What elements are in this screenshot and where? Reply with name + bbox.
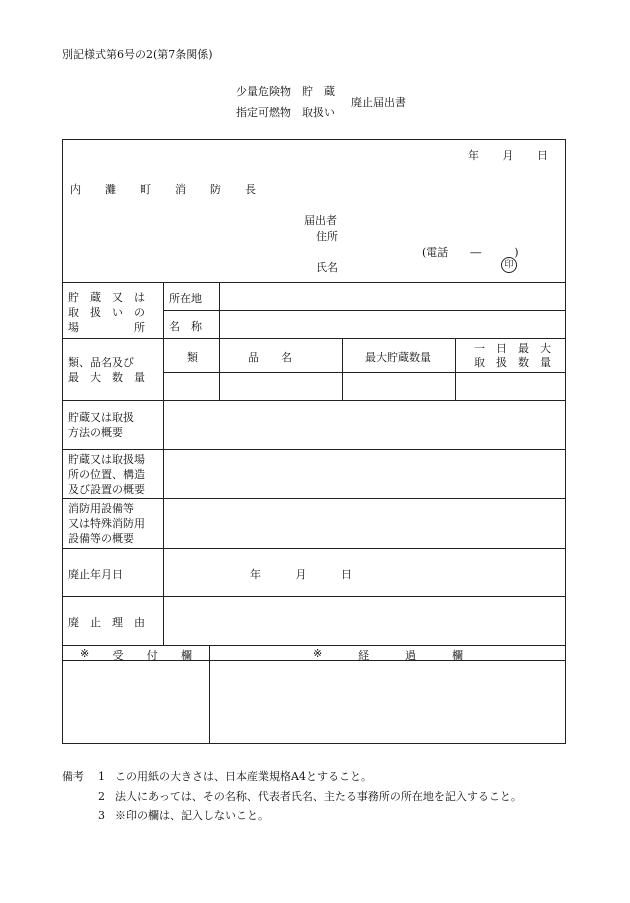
col-daily-max: 一 日 最 大 取 扱 数 量 <box>474 342 551 369</box>
day-label: 日 <box>537 149 548 162</box>
method-label: 貯蔵又は取扱 方法の概要 <box>68 411 134 439</box>
col-class: 類 <box>187 351 198 364</box>
abolish-date-value: 年 月 日 <box>250 568 352 581</box>
name-field-label: 名 称 <box>169 320 202 333</box>
reason-label: 廃 止 理 由 <box>68 616 145 629</box>
date-line <box>468 147 548 163</box>
divider-col-4 <box>455 338 456 400</box>
note-2: 2 法人にあっては、その名称、代表者氏名、主たる事務所の所在地を記入すること。 <box>98 790 522 803</box>
progress-header: ※ 経 過 欄 <box>313 647 463 662</box>
notes-label: 備考 <box>62 770 84 783</box>
divider-structure <box>62 498 566 499</box>
structure-label: 貯蔵又は取扱場 所の位置、構造 及び設置の概要 <box>68 453 145 496</box>
divider-qty-bottom <box>62 400 566 401</box>
divider-label-col <box>163 282 164 645</box>
location-group-label: 貯 蔵 又 は 取 扱 い の 場 所 <box>68 291 145 334</box>
note-3: 3 ※印の欄は、記入しないこと。 <box>98 809 269 822</box>
divider-location <box>163 310 566 311</box>
address-field-label: 所在地 <box>169 292 202 305</box>
addressee: 内 灘 町 消 防 長 <box>70 183 256 196</box>
notifier-label: 届出者 <box>304 214 337 227</box>
divider-footer <box>209 645 210 744</box>
month-label: 月 <box>502 149 514 162</box>
col-item-name: 品 名 <box>248 351 292 364</box>
form-title: 廃止届出書 <box>351 96 406 109</box>
divider-location-bottom <box>62 338 566 339</box>
equipment-label: 消防用設備等 又は特殊消防用 設備等の概要 <box>68 502 145 545</box>
abolish-date-label: 廃止年月日 <box>68 568 123 581</box>
phone-label: (電話 ― ) <box>422 246 519 259</box>
divider-reason <box>62 645 566 646</box>
address-label: 住所 <box>316 230 338 243</box>
divider-method <box>62 449 566 450</box>
quantity-group-label: 類、品名及び 最 大 数 量 <box>68 356 145 384</box>
note-1: 1 この用紙の大きさは、日本産業規格A4とすること。 <box>98 770 372 783</box>
divider-qty-header <box>163 372 566 373</box>
form-reference: 別記様式第6号の2(第7条関係) <box>62 48 213 61</box>
name-label: 氏名 <box>316 261 338 274</box>
reception-header: ※ 受 付 欄 <box>80 647 192 662</box>
divider-header <box>62 282 566 283</box>
divider-col-2 <box>219 282 220 400</box>
title-line-1: 少量危険物 貯 蔵 <box>236 85 335 98</box>
col-max-storage: 最大貯蔵数量 <box>365 351 431 364</box>
divider-col-3 <box>342 338 343 400</box>
seal-mark: 印 <box>501 257 517 273</box>
year-label: 年 <box>468 149 479 162</box>
divider-equipment <box>62 548 566 549</box>
divider-date <box>62 596 566 597</box>
title-line-2: 指定可燃物 取扱い <box>236 106 335 119</box>
